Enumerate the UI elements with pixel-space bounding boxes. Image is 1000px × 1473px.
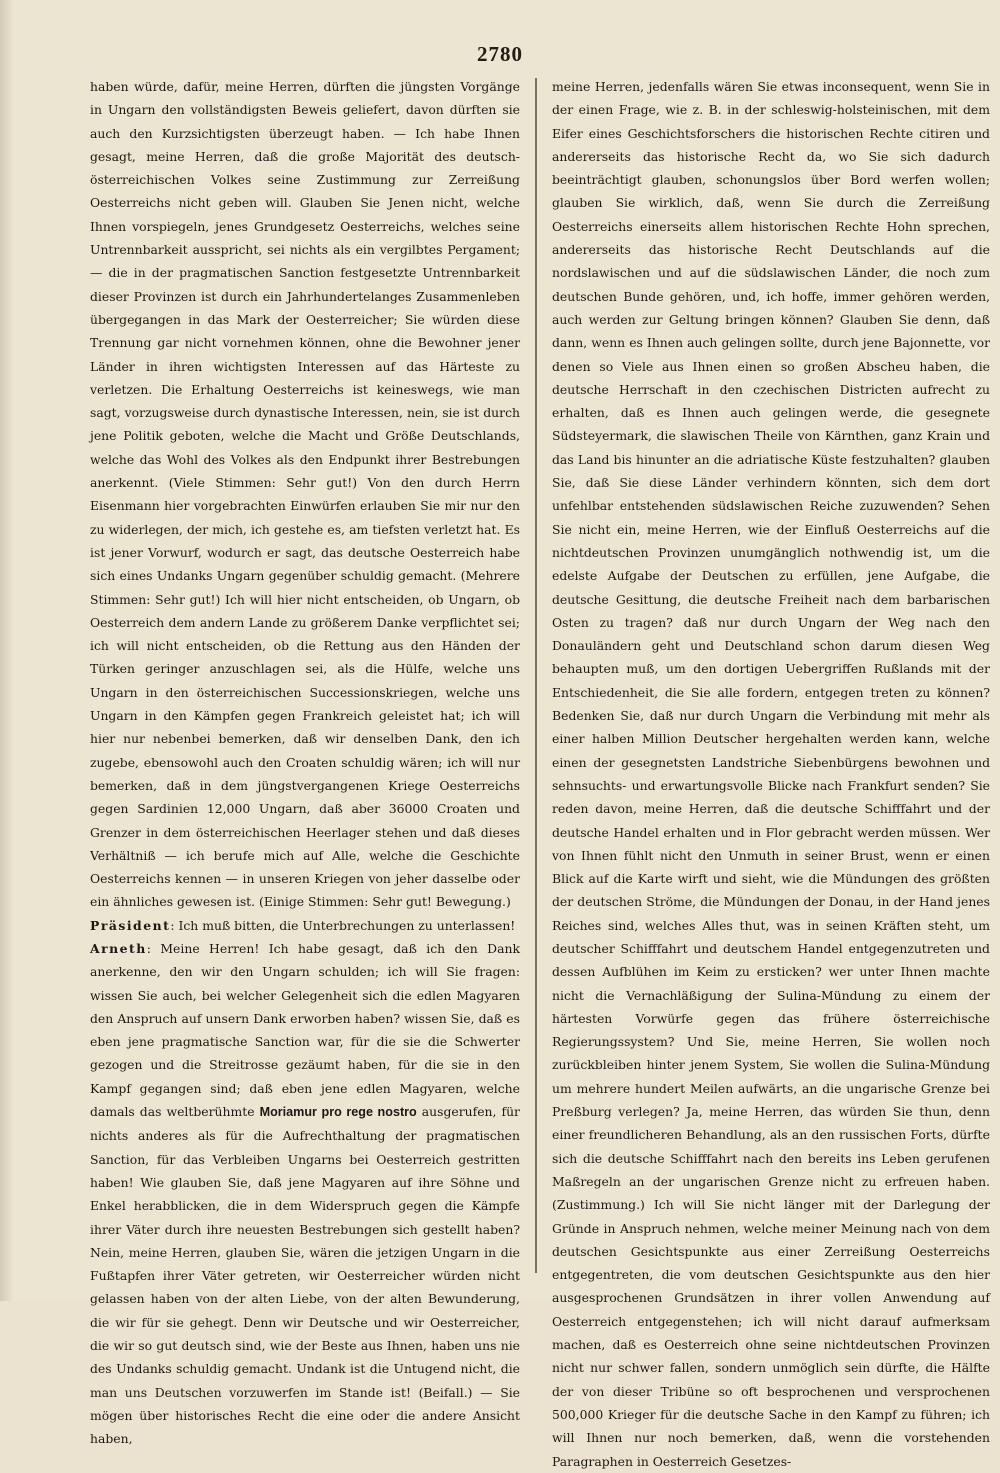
speaker-name-president: Präsident bbox=[90, 917, 171, 933]
arneth-statement-part-2: ausgerufen, für nichts anderes als für die Aufrechthaltung der pragmatischen Sanction, für das Verbleiben Ungarns bei Oesterreich gestritten haben! Wie glauben Sie, daß jene Magyaren auf ihre Söhne und Enkel herabblicken, die in dem Widerspruch gegen die Kämpfe ihrer Väter durch ihre neuesten Bestrebungen sich gestellt haben? Nein, meine Herren, glauben Sie, wären die jetzigen Ungarn in die Fußtapfen ihrer Väter getreten, wir Oesterreicher würden nicht gelassen haben von der alten Liebe, von der alten Bewunderung, die wir für sie gehegt. Denn wir Deutsche und wir Oesterreicher, die wir so gut deutsch sind, wie der Beste aus Ihnen, haben uns nie des Undanks schuldig gemacht. Undank ist die Untugend nicht, die man uns Deutschen vorzuwerfen im Stande ist! (Beifall.) — Sie mögen über historisches Recht die eine oder die andere Ansicht haben, bbox=[90, 1104, 520, 1447]
arneth-paragraph bbox=[90, 937, 520, 1451]
president-statement: : Ich muß bitten, die Unterbrechungen zu unterlassen! bbox=[170, 917, 516, 933]
right-column bbox=[552, 75, 990, 1469]
page-edge-shadow bbox=[0, 0, 14, 1301]
left-paragraph-1: haben würde, dafür, meine Herren, dürften die jüngsten Vorgänge in Ungarn den vollständigsten Beweis geliefert, davon dürften sie auch den Kurzsichtigsten überzeugt haben. — Ich habe Ihnen gesagt, meine Herren, daß die große Majorität des deutsch-österreichischen Volkes seine Zustimmung zur Zerreißung Oesterreichs nicht geben will. Glauben Sie Jenen nicht, welche Ihnen vorspiegeln, jenes Grundgesetz Oesterreichs, welches seine Untrennbarkeit ausspricht, sei nichts als ein vergilbtes Pergament; — die in der pragmatischen Sanction festgesetzte Untrennbarkeit dieser Provinzen ist durch ein Jahrhundertelanges Zusammenleben übergegangen in das Mark der Oesterreicher; Sie würden diese Trennung gar nicht vornehmen können, ohne die Bewohner jener Länder in ihren wichtigsten Interessen auf das Härteste zu verletzen. Die Erhaltung Oesterreichs ist keineswegs, wie man sagt, vorzugsweise durch dynastische Interessen, nein, sie ist durch jene Politik geboten, welche die Macht und Größe Deutschlands, welche das Wohl des Volkes als den Endpunkt ihrer Bestrebungen anerkennt. (Viele Stimmen: Sehr gut!) Von den durch Herrn Eisenmann hier vorgebrachten Einwürfen erlauben Sie mir nur den zu widerlegen, der mich, ich gestehe es, am tiefsten verletzt hat. Es ist jener Vorwurf, wodurch er sagt, das deutsche Oesterreich habe sich eines Undanks Ungarn gegenüber schuldig gemacht. (Mehrere Stimmen: Sehr gut!) Ich will hier nicht entscheiden, ob Ungarn, ob Oesterreich dem andern Lande zu größerem Danke verpflichtet sei; ich will nicht entscheiden, ob die Rettung aus den Händen der Türken geringer anzuschlagen sei, als die Hülfe, welche uns Ungarn in den österreichischen Successionskriegen, welche uns Ungarn in den Kämpfen gegen Frankreich geleistet hat; ich will hier nur nebenbei bemerken, daß wir denselben Dank, den ich zugebe, ebensowohl auch den Croaten schuldig wären; ich will nur bemerken, daß in dem jüngstvergangenen Kriege Oesterreichs gegen Sardinien 12,000 Ungarn, daß aber 36000 Croaten und Grenzer in dem österreichischen Heerlager stehen und daß dieses Verhältniß — ich berufe mich auf Alle, welche die Geschichte Oesterreichs kennen — in unseren Kriegen von jeher dasselbe oder ein ähnliches gewesen ist. (Einige Stimmen: Sehr gut! Bewegung.) bbox=[90, 79, 520, 910]
speaker-name-arneth: Arneth bbox=[90, 940, 147, 956]
president-paragraph bbox=[90, 914, 520, 937]
page-number: 2780 bbox=[477, 42, 523, 66]
left-column bbox=[90, 75, 520, 1447]
arneth-statement-part-1: : Meine Herren! Ich habe gesagt, daß ich den Dank anerkenne, den wir den Ungarn schulden; ich will Sie fragen: wissen Sie auch, bei welcher Gelegenheit sich die edlen Magyaren den Anspruch auf unsern Dank erworben haben? wissen Sie, daß es eben jene pragmatische Sanction war, für die sie die Schwerter gezogen und die Streitrosse gezäumt haben, für die sie in den Kampf gegangen sind; daß eben jene edlen Magyaren, welche damals das weltberühmte bbox=[90, 940, 520, 1120]
column-divider bbox=[535, 78, 537, 1273]
latin-quote: Moriamur pro rege nostro bbox=[259, 1105, 417, 1120]
right-paragraph-1: meine Herren, jedenfalls wären Sie etwas inconsequent, wenn Sie in der einen Frage, wie z. B. in der schleswig-holsteinischen, mit dem Eifer eines Geschichtsforschers die historischen Rechte citiren und andererseits das historische Recht da, wo Sie sich dadurch beeinträchtigt glauben, schonungslos über Bord werfen wollen; glauben Sie wirklich, daß, wenn Sie durch die Zerreißung Oesterreichs einerseits allem historischen Rechte Hohn sprechen, andererseits das historische Recht Deutschlands auf die nordslawischen und auf die südslawischen Länder, die noch zum deutschen Bunde gehören, und, ich hoffe, immer gehören werden, auch werden zur Geltung bringen können? Glauben Sie denn, daß dann, wenn es Ihnen auch gelingen sollte, durch jene Bajonnette, vor denen so Viele aus Ihnen einen so großen Abscheu haben, die deutsche Herrschaft in den czechischen Districten aufrecht zu erhalten, daß es Ihnen auch gelingen werde, die gesegnete Südsteyermark, die slawischen Theile von Kärnthen, ganz Krain und das Land bis hinunter an die adriatische Küste festzuhalten? glauben Sie, daß Sie diese Länder verhindern könnten, sich dem dort unfehlbar entstehenden südslawischen Reiche zuzuwenden? Sehen Sie nicht ein, meine Herren, wie der Einfluß Oesterreichs auf die nichtdeutschen Provinzen unumgänglich nothwendig ist, um die edelste Aufgabe der Deutschen zu erfüllen, jene Aufgabe, die deutsche Gesittung, die deutsche Freiheit nach dem barbarischen Osten zu tragen? daß nur durch Ungarn der Weg nach den Donauländern geht und Deutschland schon darum diesen Weg behaupten muß, um den dortigen Uebergriffen Rußlands mit der Entschiedenheit, die Sie alle fordern, entgegen treten zu können? Bedenken Sie, daß nur durch Ungarn die Verbindung mit mehr als einer halben Million Deutscher hergehalten werden kann, welche einen der gesegnetsten Landstriche Siebenbürgens bewohnen und sehnsuchts- und erwartungsvolle Blicke nach Frankfurt senden? Sie reden davon, meine Herren, daß die deutsche Schifffahrt und der deutsche Handel erhalten und in Flor gebracht werden müssen. Wer von Ihnen fühlt nicht den Unmuth in seiner Brust, wenn er einen Blick auf die Karte wirft und sieht, wie die Mündungen des größten der deutschen Ströme, die Mündungen der Donau, in der Hand jenes Reiches sind, welches Alles thut, was in seinen Kräften steht, um deutscher Schifffahrt und deutschem Handel entgegenzutreten und dessen Aufblühen im Keim zu ersticken? wer unter Ihnen machte nicht die Vernachläßigung der Sulina-Mündung zu einem der härtesten Vorwürfe gegen das frühere österreichische Regierungssystem? Und Sie, meine Herren, Sie wollen noch zurückbleiben hinter jenem System, Sie wollen die Sulina-Mündung um mehrere hundert Meilen aufwärts, an die ungarische Grenze bei Preßburg verlegen? Ja, meine Herren, das würden Sie thun, denn einer freundlicheren Behandlung, als an den russischen Forts, dürfte sich die deutsche Schifffahrt nach den bereits ins Leben gerufenen Maßregeln an der ungarischen Grenze nicht zu erfreuen haben. (Zustimmung.) Ich will Sie nicht länger mit der Darlegung der Gründe in Anspruch nehmen, welche meiner Meinung nach von dem deutschen Gesichtspunkte aus einer Zerreißung Oesterreichs entgegentreten, die vom deutschen Gesichtspunkte aus den hier ausgesprochenen Grundsätzen in ihrer vollen Anwendung auf Oesterreich entgegenstehen; ich will nicht darauf aufmerksam machen, daß es Oesterreich ohne seine nichtdeutschen Provinzen nicht nur schwer fallen, sondern unmöglich sein dürfte, die Hälfte der von dieser Tribüne so oft besprochenen und versprochenen 500,000 Krieger für die deutsche Sache in den Kampf zu führen; ich will Ihnen nur noch bemerken, daß, wenn die vorstehenden Paragraphen in Oesterreich Gesetzes- bbox=[552, 79, 990, 1469]
